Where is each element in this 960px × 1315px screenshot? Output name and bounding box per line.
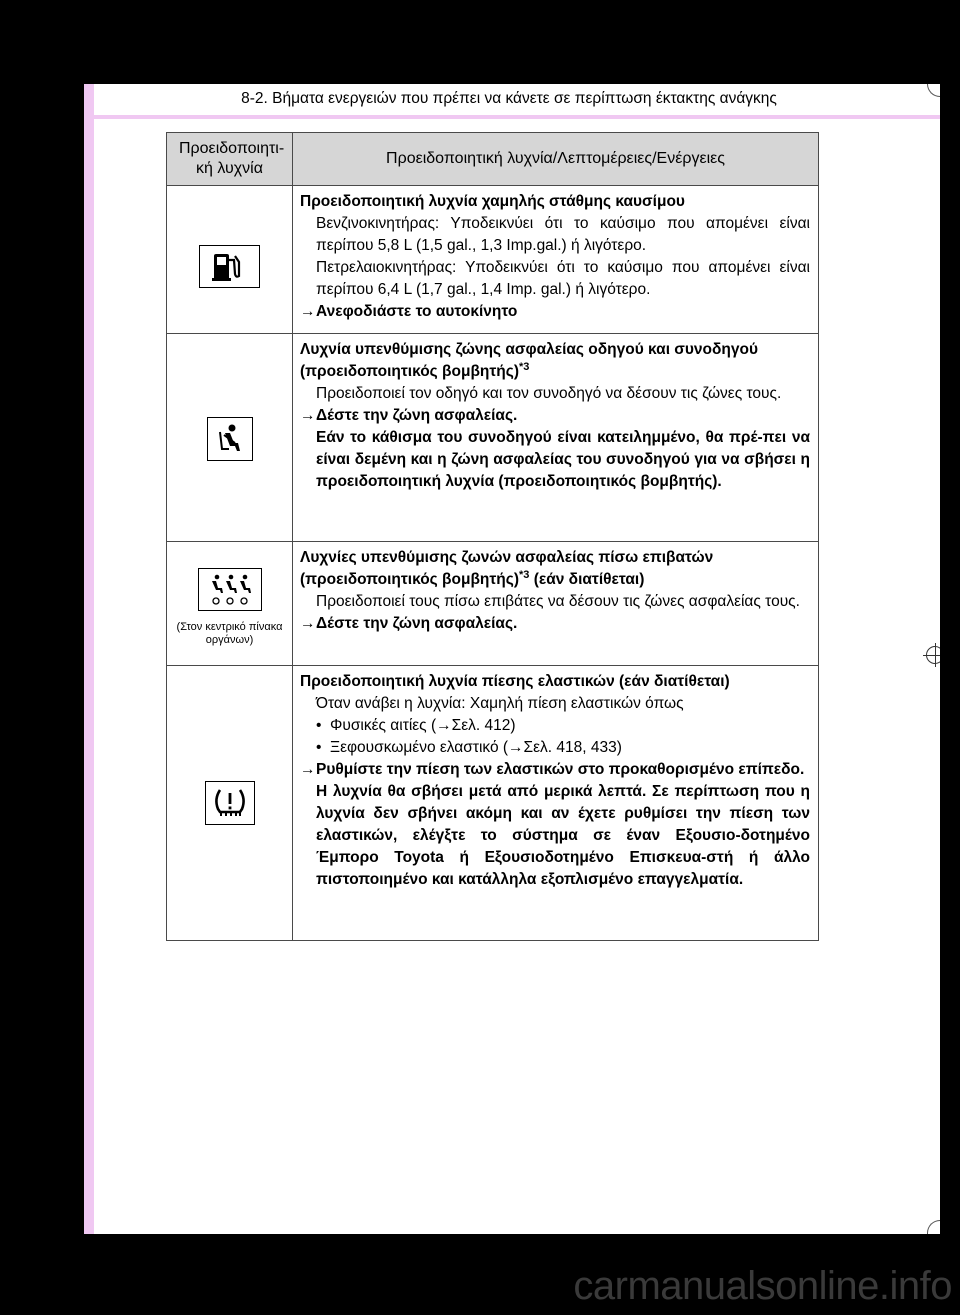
action-text: Δέστε την ζώνη ασφαλείας. xyxy=(316,407,518,424)
action-line xyxy=(300,405,810,427)
row-text: Προειδοποιεί τους πίσω επιβάτες να δέσουν τις ζώνες ασφαλείας τους. xyxy=(316,593,800,610)
action-text: Ρυθμίστε την πίεση των ελαστικών στο προκαθορισμένο επίπεδο. xyxy=(316,761,805,778)
warning-lights-table xyxy=(166,132,819,941)
row-title-text: Λυχνίες υπενθύμισης ζωνών ασφαλείας πίσω επιβατών (προειδοποιητικός βομβητής) xyxy=(300,549,714,588)
list-item xyxy=(300,715,810,737)
crop-mark-bottom-right xyxy=(927,1220,940,1234)
crop-mark-top-right xyxy=(927,84,940,97)
header-details: Προειδοποιητική λυχνία/Λεπτομέρειες/Ενέργειες xyxy=(293,133,819,186)
description-cell xyxy=(293,542,819,666)
action-text: Ανεφοδιάστε το αυτοκίνητο xyxy=(316,303,518,320)
row-text: Πετρελαιοκινητήρας: Υποδεικνύει ότι το καύσιμο που απομένει είναι περίπου 6,4 L (1,7 gal., 1,4 Imp. gal.) ή λιγότερο. xyxy=(316,259,810,298)
action-line xyxy=(300,613,810,635)
row-title-suffix: (εάν διατίθεται) xyxy=(529,571,645,588)
description-cell xyxy=(293,186,819,334)
row-title: Προειδοποιητική λυχνία πίεσης ελαστικών (εάν διατίθεται) xyxy=(300,673,730,690)
action-text: Δέστε την ζώνη ασφαλείας. xyxy=(316,615,518,632)
description-cell xyxy=(293,334,819,542)
row-text: Προειδοποιεί τον οδηγό και τον συνοδηγό να δέσουν τις ζώνες τους. xyxy=(316,385,782,402)
arrow-icon: → xyxy=(300,615,316,632)
list-item-text: Ξεφουσκωμένο ελαστικό (→Σελ. 418, 433) xyxy=(330,739,622,756)
footnote-ref: *3 xyxy=(519,568,530,581)
registration-mark xyxy=(926,646,940,664)
arrow-icon: → xyxy=(300,303,316,320)
icon-cell xyxy=(167,542,293,666)
table-header-row xyxy=(167,133,819,186)
row-title: Προειδοποιητική λυχνία χαμηλής στάθμης καυσίμου xyxy=(300,193,685,210)
tire-pressure-warning-icon xyxy=(205,781,255,825)
table-row xyxy=(167,334,819,542)
description-cell xyxy=(293,666,819,941)
header-rule xyxy=(94,115,940,119)
seatbelt-reminder-icon xyxy=(207,417,253,461)
table-row xyxy=(167,666,819,941)
list-item xyxy=(300,737,810,759)
arrow-icon: → xyxy=(300,761,316,778)
footnote-ref: *3 xyxy=(519,360,530,373)
arrow-icon: → xyxy=(300,407,316,424)
table-row xyxy=(167,542,819,666)
icon-cell xyxy=(167,334,293,542)
row-title-text: Λυχνία υπενθύμισης ζώνης ασφαλείας οδηγού και συνοδηγού (προειδοποιητικός βομβητής) xyxy=(300,341,758,380)
table-row xyxy=(167,186,819,334)
icon-cell xyxy=(167,186,293,334)
section-header: 8-2. Βήματα ενεργειών που πρέπει να κάνετε σε περίπτωση έκτακτης ανάγκης xyxy=(241,90,777,107)
fuel-pump-icon xyxy=(199,245,260,288)
action-line xyxy=(300,301,810,323)
action-line xyxy=(300,759,810,781)
watermark-text: carmanualsonline.info xyxy=(573,1264,952,1308)
header-warning-light: Προειδοποιητι-κή λυχνία xyxy=(167,133,293,186)
rear-seatbelt-reminder-icon xyxy=(198,568,262,611)
bullet-icon: • xyxy=(316,739,322,756)
manual-page xyxy=(84,84,940,1234)
action-detail: Εάν το κάθισμα του συνοδηγού είναι κατειλημμένο, θα πρέ-πει να είναι δεμένη και η ζώνη ασφαλείας του συνοδηγού για να σβήσει η προειδοποιητική λυχνία (προειδοποιητικός βομβητής). xyxy=(316,429,810,490)
bullet-icon: • xyxy=(316,717,322,734)
icon-caption: (Στον κεντρικό πίνακα οργάνων) xyxy=(176,621,283,646)
row-text: Βενζινοκινητήρας: Υποδεικνύει ότι το καύσιμο που απομένει είναι περίπου 5,8 L (1,5 gal., 1,3 Imp.gal.) ή λιγότερο. xyxy=(316,215,810,254)
list-item-text: Φυσικές αιτίες (→Σελ. 412) xyxy=(330,717,516,734)
section-side-band xyxy=(84,84,94,1234)
action-detail: Η λυχνία θα σβήσει μετά από μερικά λεπτά. Σε περίπτωση που η λυχνία δεν σβήνει ακόμη και αν έχετε ρυθμίσει την πίεση των ελαστικών, ελέγξτε το σύστημα σε έναν Εξουσιο-δοτημένο Έμπορο Toyota ή Εξουσιοδοτημένο Επισκευα-στή ή άλλο πιστοποιημένο και κατάλληλα εξοπλισμένο επαγγελματία. xyxy=(316,783,810,888)
row-title xyxy=(300,339,810,383)
row-text: Όταν ανάβει η λυχνία: Χαμηλή πίεση ελαστικών όπως xyxy=(316,695,684,712)
icon-cell xyxy=(167,666,293,941)
row-title xyxy=(300,547,810,591)
